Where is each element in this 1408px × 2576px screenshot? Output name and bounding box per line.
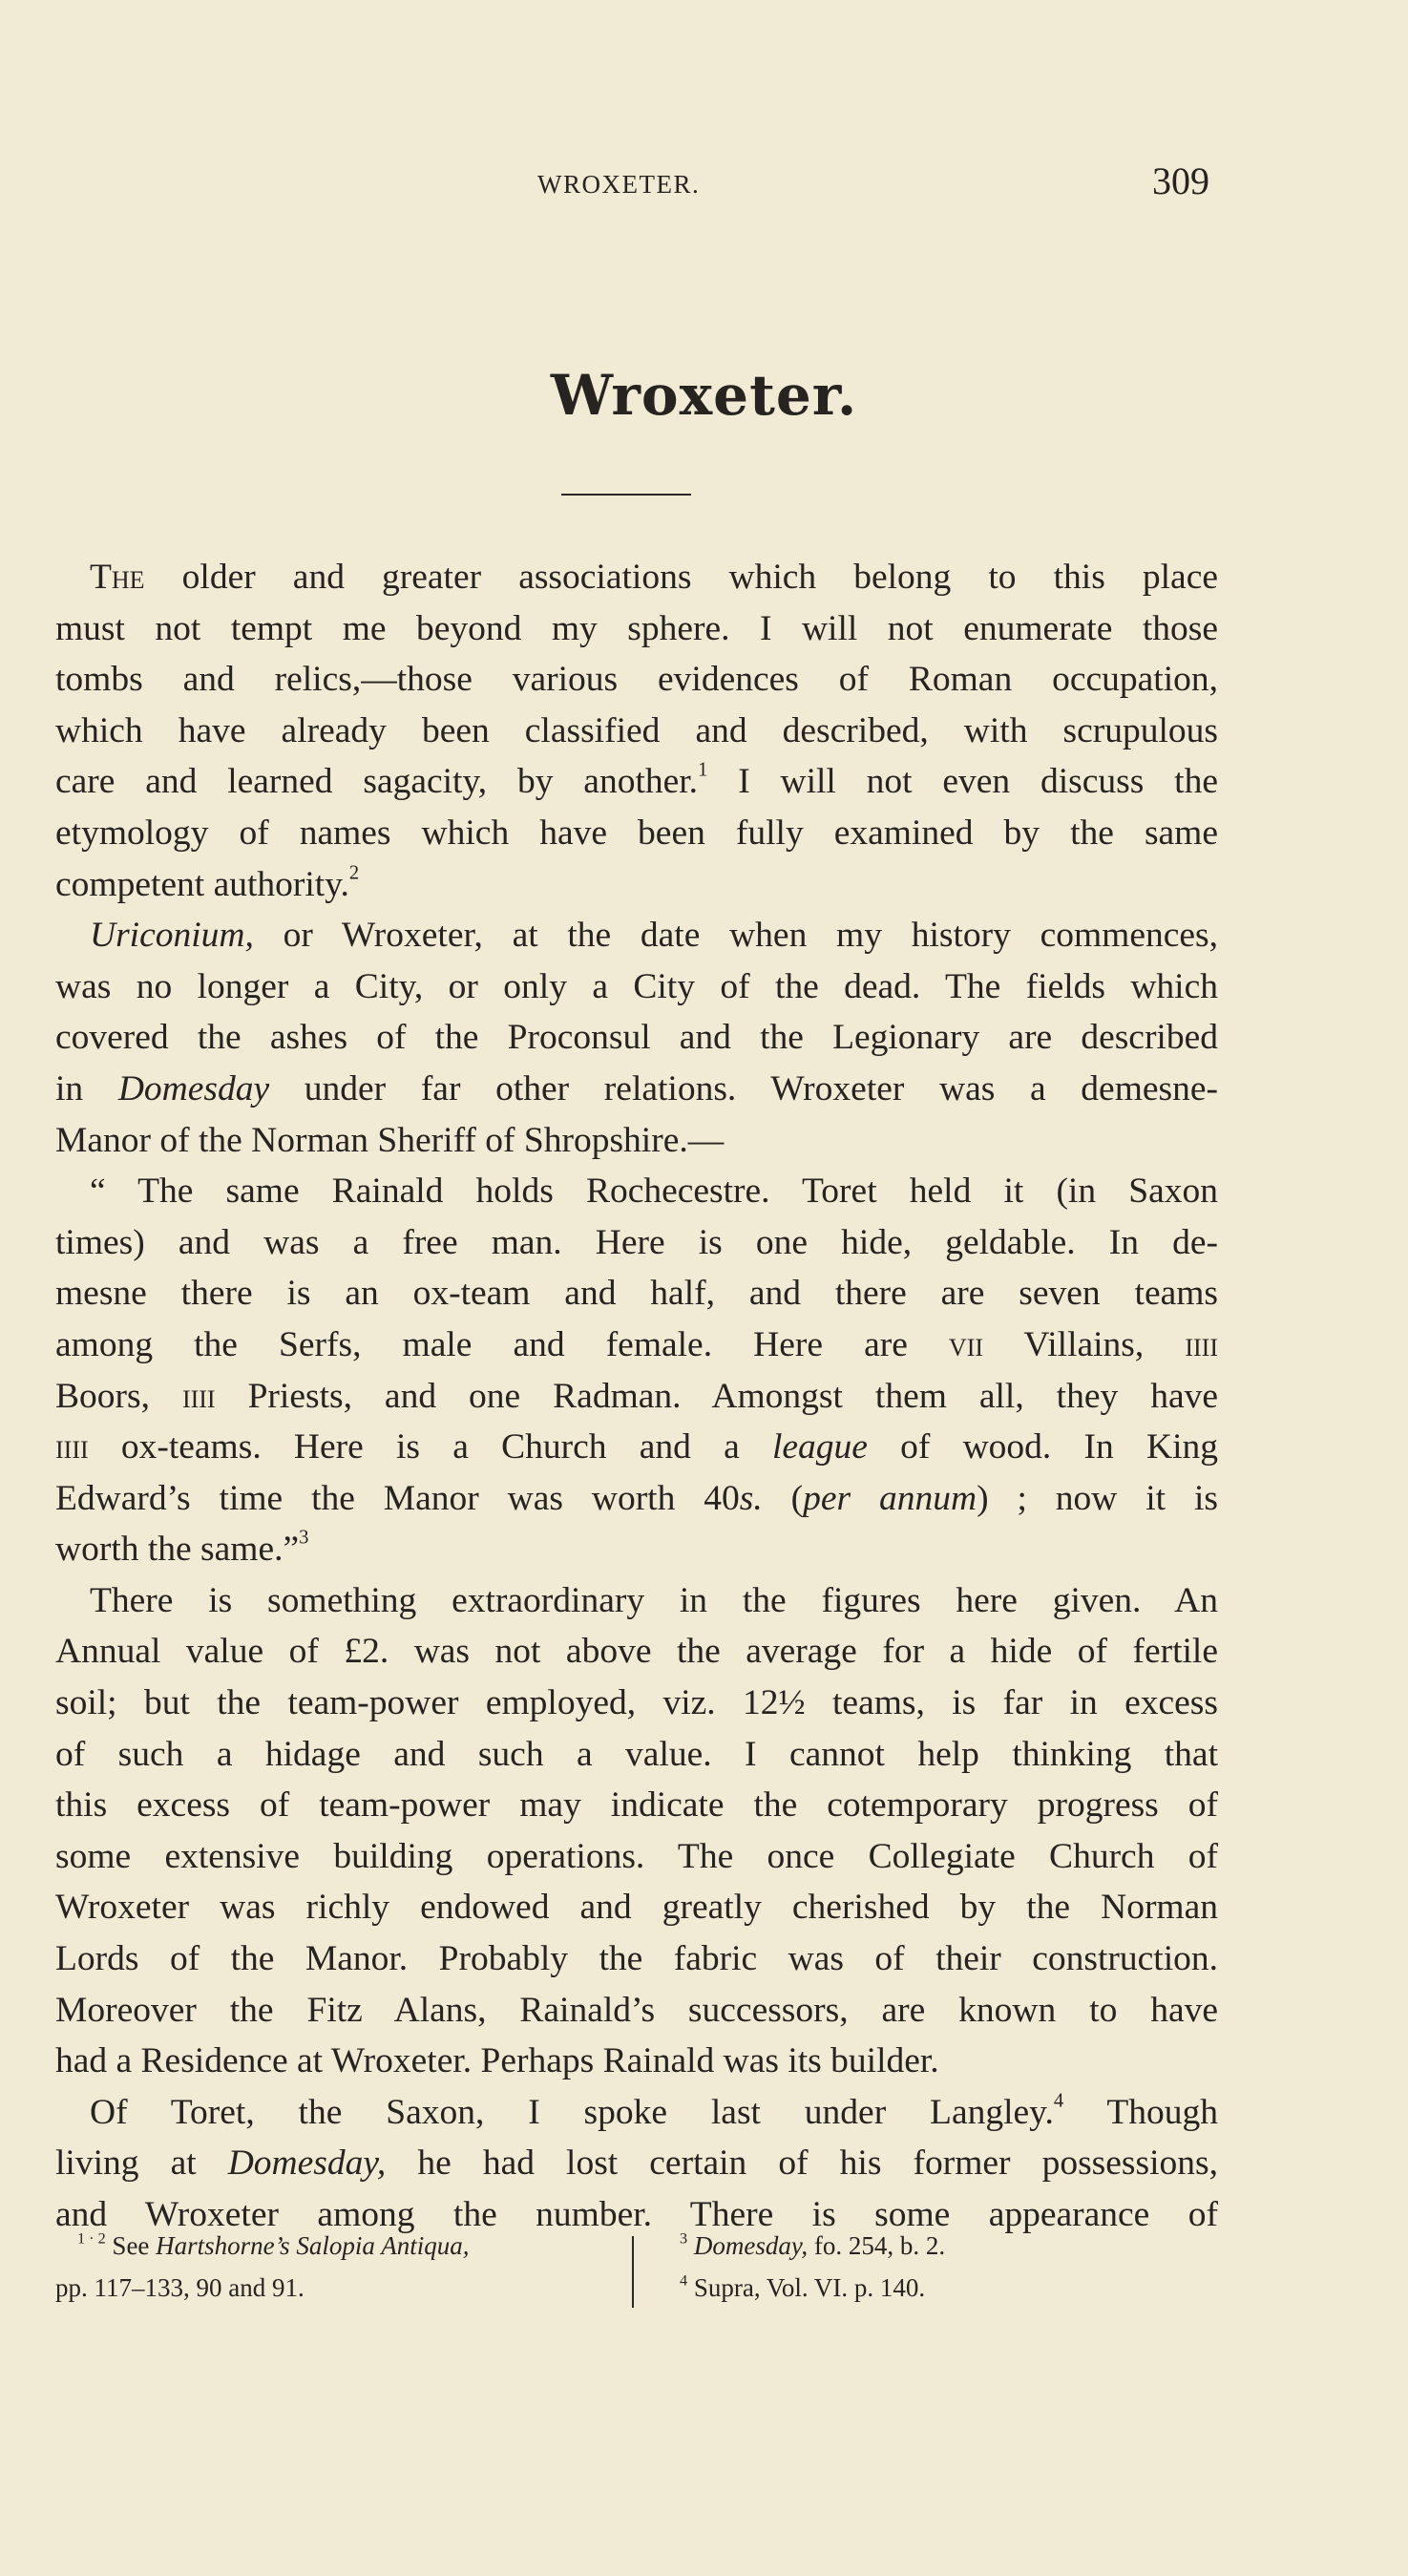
- text-line: Manor of the Norman Sheriff of Shropshire.—: [55, 1120, 725, 1160]
- footnote-3: $^3$ Domesday, fo. 254, b. 2.: [680, 2229, 946, 2260]
- text-line: Moreover the Fitz Alans, Rainald’s successors, are known to have: [55, 1990, 1218, 2030]
- footnote-marker: 4: [680, 2271, 688, 2290]
- text-line: Wroxeter was richly endowed and greatly cherished by the Norman: [55, 1888, 1218, 1928]
- text-line: must not tempt me beyond my sphere. I will not enumerate those: [55, 608, 1218, 648]
- text-line: tombs and relics,—those various evidences of Roman occupation,: [55, 660, 1218, 700]
- footnote-ref: 4: [1053, 2090, 1064, 2112]
- footnotes: [0, 2225, 1408, 2311]
- text-line: mesne there is an ox-team and half, and there are seven teams: [55, 1274, 1218, 1314]
- footnote-marker: 1 · 2: [77, 2229, 106, 2248]
- text-line: Annual value of £2. was not above the average for a hide of fertile: [55, 1632, 1218, 1672]
- text-line: “ The same Rainald holds Rochecestre. Toret held it (in Saxon: [90, 1172, 1218, 1212]
- text-line: in Domesday under far other relations. Wroxeter was a demesne-: [55, 1068, 1218, 1109]
- footnote-ref: 3: [299, 1527, 309, 1549]
- text-line: covered the ashes of the Proconsul and the Legionary are described: [55, 1018, 1218, 1058]
- text-line: Boors, iiii Priests, and one Radman. Amongst them all, they have: [55, 1376, 1219, 1416]
- text-line: had a Residence at Wroxeter. Perhaps Rainald was its builder.: [55, 2041, 939, 2081]
- running-head: [0, 158, 1408, 202]
- text-line: iiii ox-teams. Here is a Church and a league of wood. In King: [55, 1427, 1218, 1467]
- text-line: which have already been classified and described, with scrupulous: [55, 710, 1218, 750]
- text-line: Edward’s time the Manor was worth 40s. (per annum) ; now it is: [55, 1478, 1218, 1518]
- footnote-ref: 2: [348, 862, 360, 884]
- text-line: among the Serfs, male and female. Here are vii Villains, iiii: [55, 1324, 1218, 1364]
- text-line: worth the same.”$^3$: [55, 1527, 309, 1570]
- footnote-4: $^4$ Supra, Vol. VI. p. 140.: [680, 2271, 926, 2302]
- text-line: times) and was a free man. Here is one hide, geldable. In de-: [55, 1222, 1218, 1262]
- body-text: [55, 552, 1218, 2241]
- text-line: living at Domesday, he had lost certain of his former possessions,: [55, 2143, 1218, 2184]
- text-line: Lords of the Manor. Probably the fabric was of their construction.: [55, 1939, 1218, 1979]
- footnote-1-2: $^{1 \cdot 2}$ See Hartshorne’s Salopia Antiqua, pp. 117–133, 90 and 91.: [55, 2229, 470, 2302]
- text-line: etymology of names which have been fully examined by the same: [55, 813, 1218, 853]
- footnote-divider: [632, 2236, 634, 2308]
- footnote-ref: 1: [698, 759, 708, 781]
- text-line: There is something extraordinary in the figures here given. An: [90, 1580, 1218, 1620]
- text-line: competent authority.$^2$: [55, 862, 360, 904]
- text-line: Uriconium, or Wroxeter, at the date when my history commences,: [90, 916, 1218, 956]
- chapter-title: Wroxeter.: [550, 363, 858, 428]
- text-line: care and learned sagacity, by another.$^1$ I will not even discuss the: [55, 759, 1218, 802]
- title-rule: [561, 494, 691, 496]
- text-line: soil; but the team-power employed, viz. 12½ teams, is far in excess: [55, 1683, 1218, 1723]
- text-line: this excess of team-power may indicate the cotemporary progress of: [55, 1785, 1218, 1826]
- text-line: was no longer a City, or only a City of the dead. The fields which: [55, 966, 1218, 1006]
- text-line: and Wroxeter among the number. There is some appearance of: [55, 2195, 1218, 2234]
- footnote-3-4: [680, 2225, 1252, 2309]
- page-number: 309: [1152, 159, 1209, 202]
- text-line: some extensive building operations. The once Collegiate Church of: [55, 1836, 1218, 1876]
- footnote-marker: 3: [680, 2229, 688, 2248]
- text-line: of such a hidage and such a value. I cannot help thinking that: [55, 1734, 1218, 1774]
- running-head-title: WROXETER.: [537, 170, 701, 199]
- text-line: Of Toret, the Saxon, I spoke last under Langley.$^4$ Though: [90, 2090, 1219, 2132]
- text-line: The older and greater associations which belong to this place: [90, 558, 1218, 597]
